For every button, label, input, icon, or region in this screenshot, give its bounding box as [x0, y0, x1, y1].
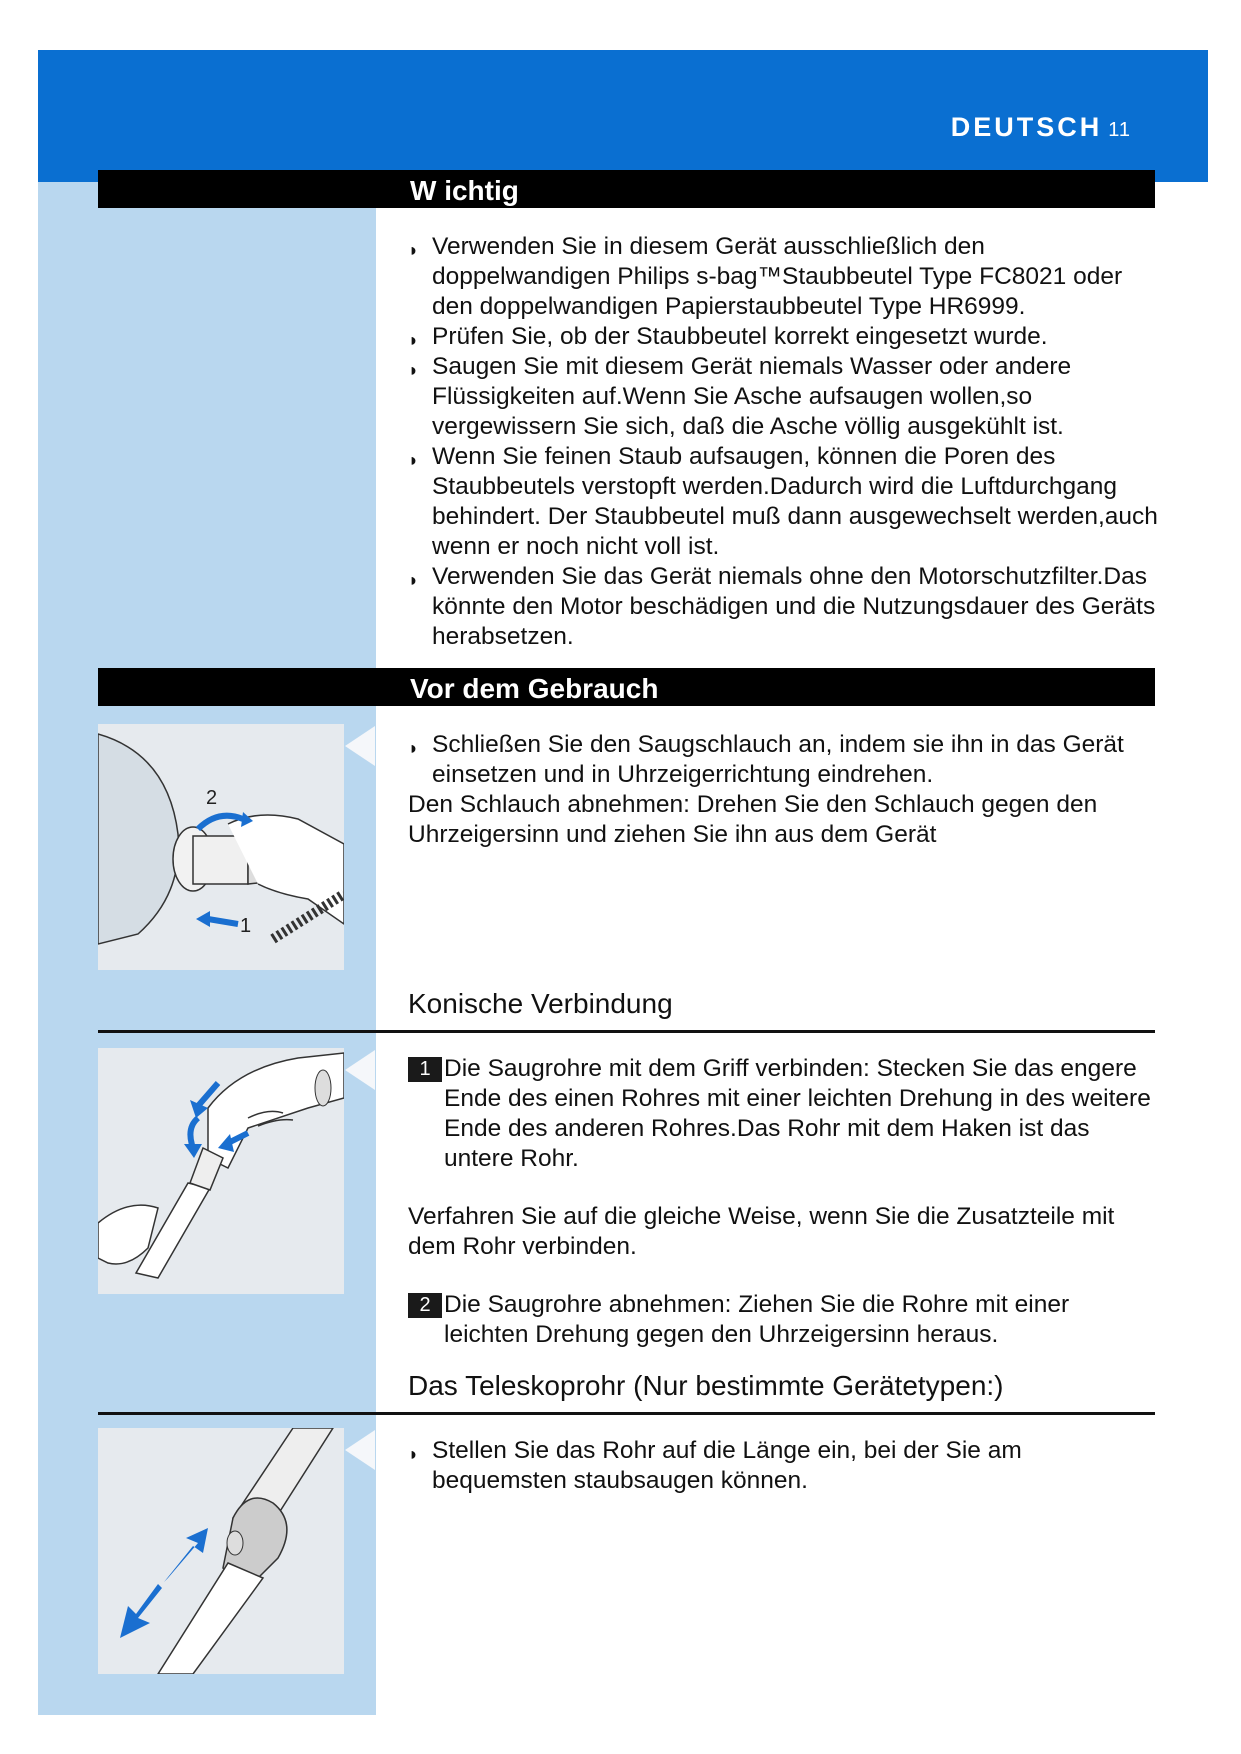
- tube-connection-drawing: [98, 1048, 344, 1294]
- telescopic-tube-drawing: [98, 1428, 344, 1674]
- step-1: [408, 1054, 1158, 1174]
- step-number-1: 1: [408, 1057, 442, 1082]
- list-item: ◗ Wenn Sie feinen Staub aufsaugen, können die Poren des Staubbeutels verstopft werden.Dadurch wird die Luftdurchgang behindert. Der Staubbeutel muß dann ausgewechselt werden,auch wenn er noch nicht voll ist.: [408, 443, 1158, 560]
- pointer-arrow: [345, 1050, 375, 1090]
- hose-removal-note: Den Schlauch abnehmen: Drehen Sie den Schlauch gegen den Uhrzeigersinn und ziehen Sie ihn aus dem Gerät: [408, 791, 1098, 848]
- hose-connection-drawing: [98, 724, 344, 970]
- section-rule: [98, 1412, 1155, 1415]
- hose-connection-illustration: [98, 724, 344, 970]
- illustration-label-2: 2: [206, 787, 218, 809]
- bullet-icon: ◗: [408, 1444, 419, 1464]
- list-item: ◗ Schließen Sie den Saugschlauch an, indem sie ihn in das Gerät einsetzen und in Uhrzeigerrichtung eindrehen.: [408, 731, 1124, 788]
- step-2: [408, 1290, 1158, 1350]
- wichtig-list: [408, 232, 1158, 652]
- step-number-2: 2: [408, 1293, 442, 1318]
- bullet-icon: ◗: [408, 330, 419, 350]
- list-item: ◗ Verwenden Sie das Gerät niemals ohne den Motorschutzfilter.Das könnte den Motor beschädigen und die Nutzungsdauer des Geräts herabsetzen.: [408, 563, 1156, 650]
- section-title-vor-dem-gebrauch: [98, 668, 1155, 706]
- page-number: 11: [1108, 119, 1131, 141]
- pointer-arrow: [345, 726, 375, 766]
- list-item: ◗ Prüfen Sie, ob der Staubbeutel korrekt eingesetzt wurde.: [408, 322, 1158, 352]
- bullet-icon: ◗: [408, 570, 419, 590]
- wichtig-title: W ichtig: [410, 175, 519, 206]
- section-rule: [98, 1030, 1155, 1033]
- list-item: ◗ Verwenden Sie in diesem Gerät ausschließlich den doppelwandigen Philips s-bag™Staubbeutel Type FC8021 oder den doppelwandigen Papierstaubbeutel Type HR6999.: [408, 233, 1123, 320]
- additional-parts-note: Verfahren Sie auf die gleiche Weise, wenn Sie die Zusatzteile mit dem Rohr verbinden.: [408, 1203, 1115, 1260]
- list-item: ◗ Saugen Sie mit diesem Gerät niemals Wasser oder andere Flüssigkeiten auf.Wenn Sie Asche aufsaugen wollen,so vergewissern Sie sich, daß die Asche völlig ausgekühlt ist.: [408, 353, 1072, 440]
- telescopic-tube-illustration: [98, 1428, 344, 1674]
- tube-connection-illustration: [98, 1048, 344, 1294]
- teleskoprohr-content: [408, 1436, 1158, 1496]
- konische-verbindung-heading: Konische Verbindung: [408, 988, 673, 1019]
- vor-dem-gebrauch-content: [408, 730, 1158, 850]
- teleskoprohr-heading: Das Teleskoprohr (Nur bestimmte Gerätetypen:): [408, 1370, 1004, 1401]
- list-item: ◗ Stellen Sie das Rohr auf die Länge ein, bei der Sie am bequemsten staubsaugen können.: [408, 1437, 1022, 1494]
- step-2-text: Die Saugrohre abnehmen: Ziehen Sie die Rohre mit einer leichten Drehung gegen den Uhrzeigersinn heraus.: [444, 1291, 1070, 1348]
- konische-content: [408, 1054, 1158, 1350]
- illustration-label-1: 1: [240, 915, 252, 937]
- page-header: [951, 112, 1131, 143]
- vor-dem-gebrauch-title: Vor dem Gebrauch: [410, 673, 659, 704]
- section-title-wichtig: [98, 170, 1155, 208]
- pointer-arrow: [345, 1430, 375, 1470]
- bullet-icon: ◗: [408, 450, 419, 470]
- bullet-icon: ◗: [408, 240, 419, 260]
- bullet-icon: ◗: [408, 738, 419, 758]
- step-1-text: Die Saugrohre mit dem Griff verbinden: Stecken Sie das engere Ende des einen Rohres mit einer leichten Drehung in des weitere Ende des anderen Rohres.Das Rohr mit dem Haken ist das untere Rohr.: [444, 1055, 1151, 1172]
- language-label: DEUTSCH: [950, 112, 1103, 142]
- bullet-icon: ◗: [408, 360, 419, 380]
